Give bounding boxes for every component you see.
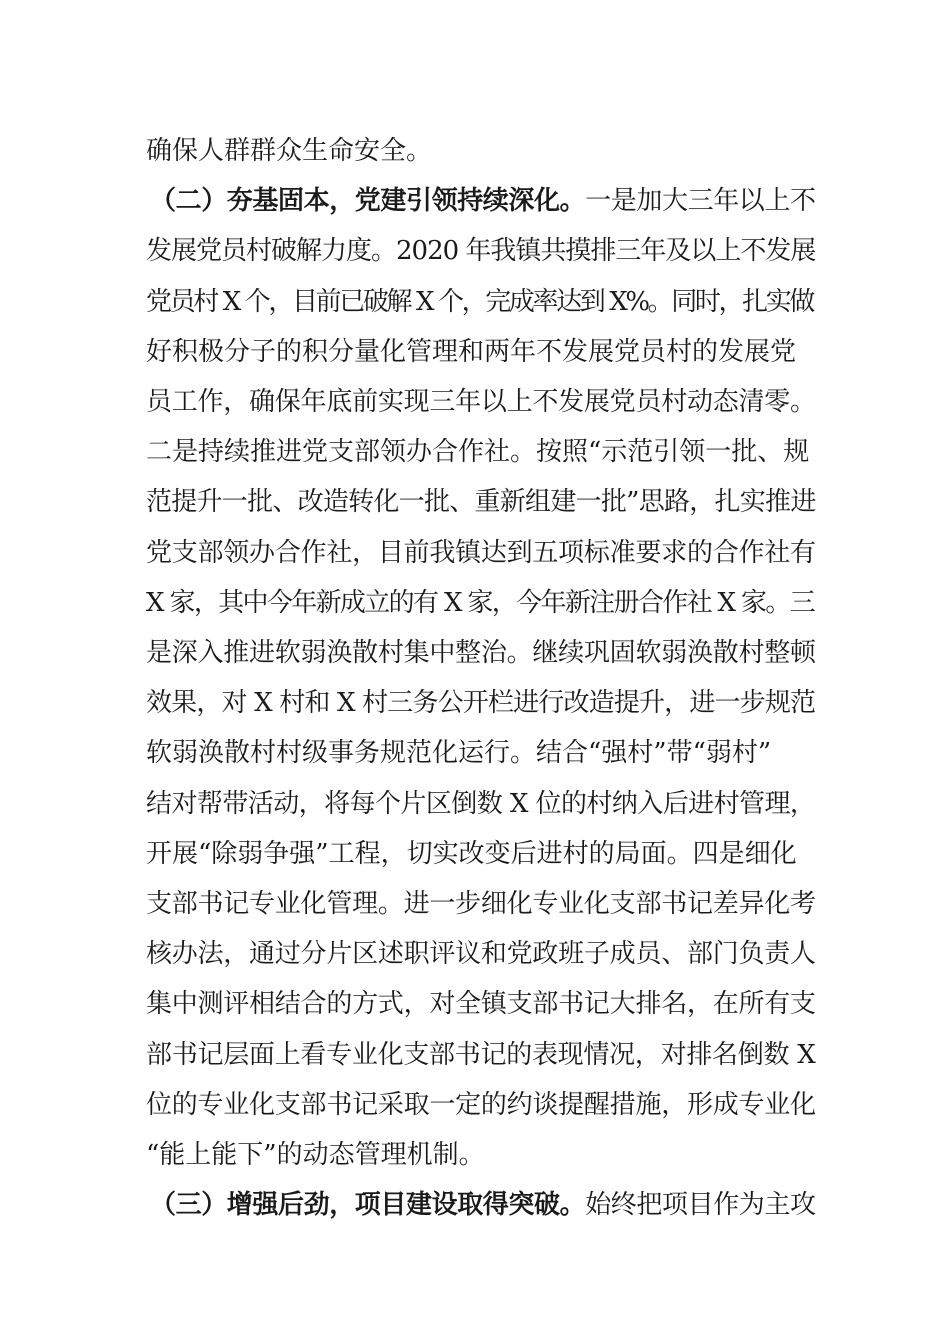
body-text: 是深入推进软弱涣散村集中整治。继续巩固软弱涣散村整顿 bbox=[146, 638, 816, 668]
text-line bbox=[150, 178, 820, 224]
text-line bbox=[146, 479, 816, 525]
body-text: 一是加大三年以上不 bbox=[585, 186, 816, 217]
text-line bbox=[146, 580, 816, 626]
text-line bbox=[146, 1032, 816, 1078]
text-line bbox=[146, 279, 816, 325]
body-text: 党员村 X 个，目前已破解 X 个，完成率达到 X%。同时，扎实做 bbox=[146, 286, 814, 317]
text-line bbox=[146, 530, 816, 576]
text-line bbox=[146, 379, 816, 425]
body-text: X 家，其中今年新成立的有 X 家，今年新注册合作社 X 家。三 bbox=[146, 587, 815, 618]
body-text: 确保人群群众生命安全。 bbox=[146, 136, 433, 166]
text-line bbox=[146, 730, 816, 776]
body-text: “能上能下”的动态管理机制。 bbox=[146, 1140, 485, 1170]
body-text: 结对帮带活动，将每个片区倒数 X 位的村纳入后进村管理， bbox=[146, 788, 816, 819]
text-line bbox=[146, 781, 816, 827]
body-text: 集中测评相结合的方式，对全镇支部书记大排名，在所有支 bbox=[146, 989, 816, 1020]
body-text: 核办法，通过分片区述职评议和党政班子成员、部门负责人 bbox=[146, 939, 816, 970]
body-text: 软弱涣散村村级事务规范化运行。结合“强村”带“弱村” bbox=[146, 738, 772, 769]
text-line bbox=[146, 1132, 816, 1178]
body-text: 支部书记专业化管理。进一步细化专业化支部书记差异化考 bbox=[146, 889, 816, 919]
body-text: 部书记层面上看专业化支部书记的表现情况，对排名倒数 X bbox=[146, 1039, 816, 1070]
text-line bbox=[146, 831, 816, 877]
body-text: 发展党员村破解力度。2020 年我镇共摸排三年及以上不发展 bbox=[146, 236, 816, 267]
body-text: 党支部领办合作社，目前我镇达到五项标准要求的合作社有 bbox=[146, 537, 816, 568]
text-line bbox=[146, 1082, 816, 1128]
text-line bbox=[146, 228, 816, 274]
text-line bbox=[146, 931, 816, 977]
body-text: 开展“除弱争强”工程，切实改变后进村的局面。四是细化 bbox=[146, 838, 797, 869]
text-line bbox=[146, 128, 816, 174]
text-line bbox=[150, 1182, 820, 1228]
body-text: 始终把项目作为主攻 bbox=[585, 1190, 816, 1221]
body-text: 好积极分子的积分量化管理和两年不发展党员村的发展党 bbox=[146, 336, 797, 367]
text-line bbox=[146, 429, 816, 475]
body-text: 员工作，确保年底前实现三年以上不发展党员村动态清零。 bbox=[146, 387, 816, 417]
text-line bbox=[146, 329, 816, 375]
text-line bbox=[146, 680, 816, 726]
body-text: 位的专业化支部书记采取一定的约谈提醒措施，形成专业化 bbox=[146, 1089, 816, 1120]
text-line bbox=[146, 881, 816, 927]
section-heading: （二）夯基固本，党建引领持续深化。 bbox=[150, 186, 586, 217]
text-line bbox=[146, 630, 816, 676]
body-text: 范提升一批、改造转化一批、重新组建一批”思路，扎实推进 bbox=[146, 487, 816, 518]
section-heading: （三）增强后劲，项目建设取得突破。 bbox=[150, 1190, 586, 1221]
body-text: 二是持续推进党支部领办合作社。按照“示范引领一批、规 bbox=[146, 437, 810, 468]
body-text: 效果，对 X 村和 X 村三务公开栏进行改造提升，进一步规范 bbox=[146, 688, 816, 719]
text-line bbox=[146, 981, 816, 1027]
